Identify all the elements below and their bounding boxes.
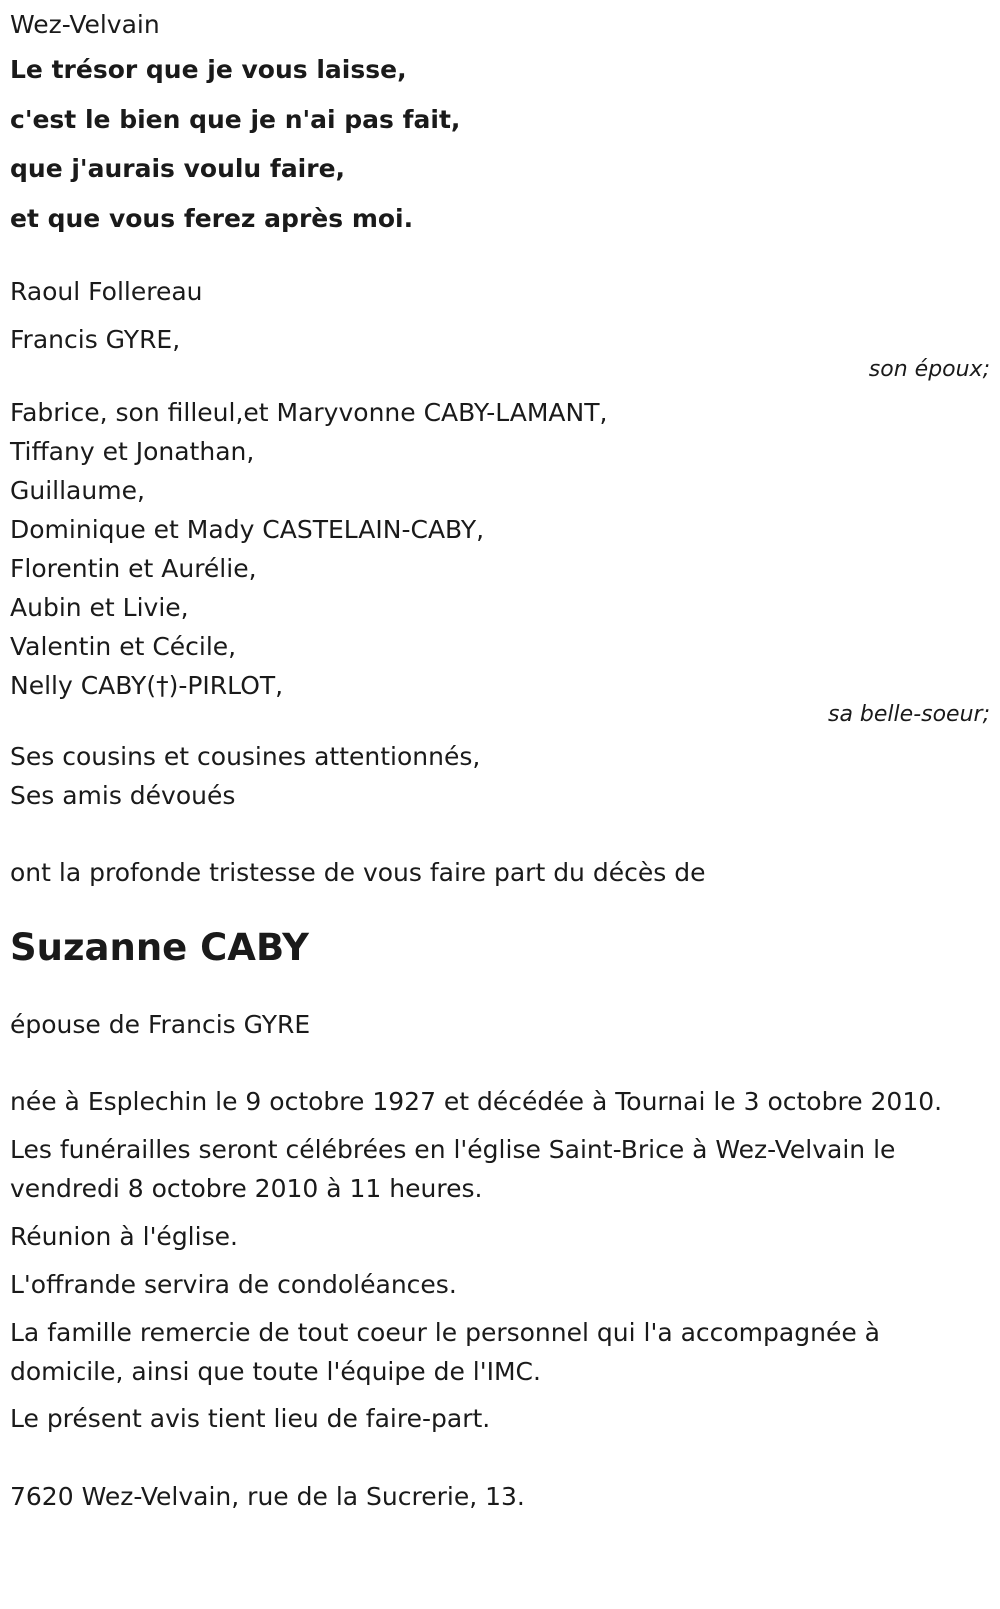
spouse-role: son époux; (868, 357, 990, 382)
others-line: Ses amis dévoués (10, 781, 236, 810)
family-member: Guillaume, (10, 476, 145, 505)
quote-line: et que vous ferez après moi. (10, 203, 414, 233)
spouse-of: épouse de Francis GYRE (10, 1010, 311, 1039)
family-member: Valentin et Cécile, (10, 632, 237, 661)
members-role: sa belle-soeur; (828, 702, 990, 727)
funeral-info: Les funérailles seront célébrées en l'église Saint-Brice à Wez-Velvain le vendredi 8 octobre 2010 à 11 heures. (10, 1135, 896, 1203)
deceased-name: Suzanne CABY (10, 926, 309, 969)
quote-block (10, 45, 990, 243)
quote-line: Le trésor que je vous laisse, (10, 55, 407, 84)
family-member: Aubin et Livie, (10, 593, 189, 622)
quote-line: c'est le bien que je n'ai pas fait, (10, 104, 461, 134)
header-place: Wez-Velvain (10, 10, 160, 39)
family-member: Fabrice, son filleul,et Maryvonne CABY-LAMANT, (10, 398, 608, 427)
notice-info: Le présent avis tient lieu de faire-part. (10, 1404, 491, 1433)
quote-author: Raoul Follereau (10, 277, 203, 306)
thanks-info: La famille remercie de tout coeur le personnel qui l'a accompagnée à domicile, ainsi que toute l'équipe de l'IMC. (10, 1318, 880, 1386)
meeting-info: Réunion à l'église. (10, 1222, 238, 1251)
spouse-line: Francis GYRE, (10, 325, 181, 354)
offering-info: L'offrande servira de condoléances. (10, 1270, 457, 1299)
address: 7620 Wez-Velvain, rue de la Sucrerie, 13. (10, 1482, 525, 1511)
others-line: Ses cousins et cousines attentionnés, (10, 742, 481, 771)
family-member: Florentin et Aurélie, (10, 554, 257, 583)
others-list (10, 737, 990, 815)
announcement: ont la profonde tristesse de vous faire part du décès de (10, 858, 706, 887)
family-member: Dominique et Mady CASTELAIN-CABY, (10, 515, 485, 544)
family-member: Nelly CABY(†)-PIRLOT, (10, 671, 284, 700)
family-member: Tiffany et Jonathan, (10, 437, 255, 466)
quote-line: que j'aurais voulu faire, (10, 154, 346, 183)
obituary-notice (10, 5, 990, 1517)
birth-death: née à Esplechin le 9 octobre 1927 et décédée à Tournai le 3 octobre 2010. (10, 1087, 943, 1116)
family-members-list (10, 393, 990, 705)
